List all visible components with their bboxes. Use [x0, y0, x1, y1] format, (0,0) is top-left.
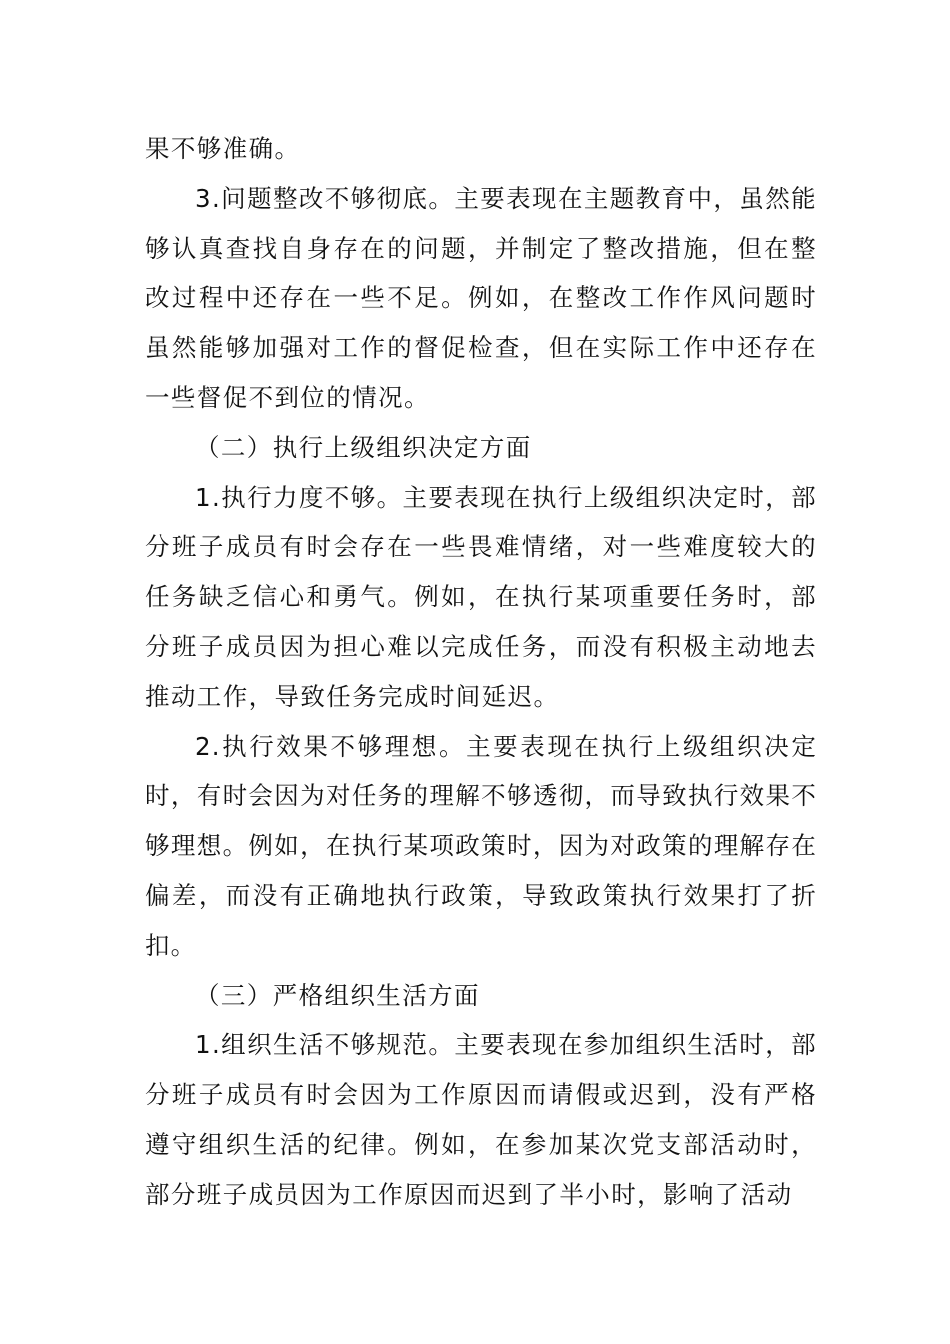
paragraph-rectification: 3.问题整改不够彻底。主要表现在主题教育中，虽然能够认真查找自身存在的问题，并制定了整改措施，但在整改过程中还存在一些不足。例如，在整改工作作风问题时虽然能够加强对工作的督促检查，但在实际工作中还存在一些督促不到位的情况。 [145, 183, 817, 412]
paragraph-execution-strength: 1.执行力度不够。主要表现在执行上级组织决定时，部分班子成员有时会存在一些畏难情绪，对一些难度较大的任务缺乏信心和勇气。例如，在执行某项重要任务时，部分班子成员因为担心难以完成任务，而没有积极主动地去推动工作，导致任务完成时间延迟。 [145, 482, 817, 711]
section-heading-execution: （二）执行上级组织决定方面 [195, 432, 532, 462]
paragraph-organization-life: 1.组织生活不够规范。主要表现在参加组织生活时，部分班子成员有时会因为工作原因而请假或迟到，没有严格遵守组织生活的纪律。例如，在参加某次党支部活动时，部分班子成员因为工作原因而迟到了半小时，影响了活动 [145, 1030, 817, 1209]
continuation-text: 果不够准确。 [145, 134, 301, 163]
section-heading-organization-life: （三）严格组织生活方面 [195, 980, 480, 1010]
document-body [145, 124, 817, 1220]
paragraph-execution-effect: 2.执行效果不够理想。主要表现在执行上级组织决定时，有时会因为对任务的理解不够透彻，而导致执行效果不够理想。例如，在执行某项政策时，因为对政策的理解存在偏差，而没有正确地执行政策，导致政策执行效果打了折扣。 [145, 731, 817, 960]
